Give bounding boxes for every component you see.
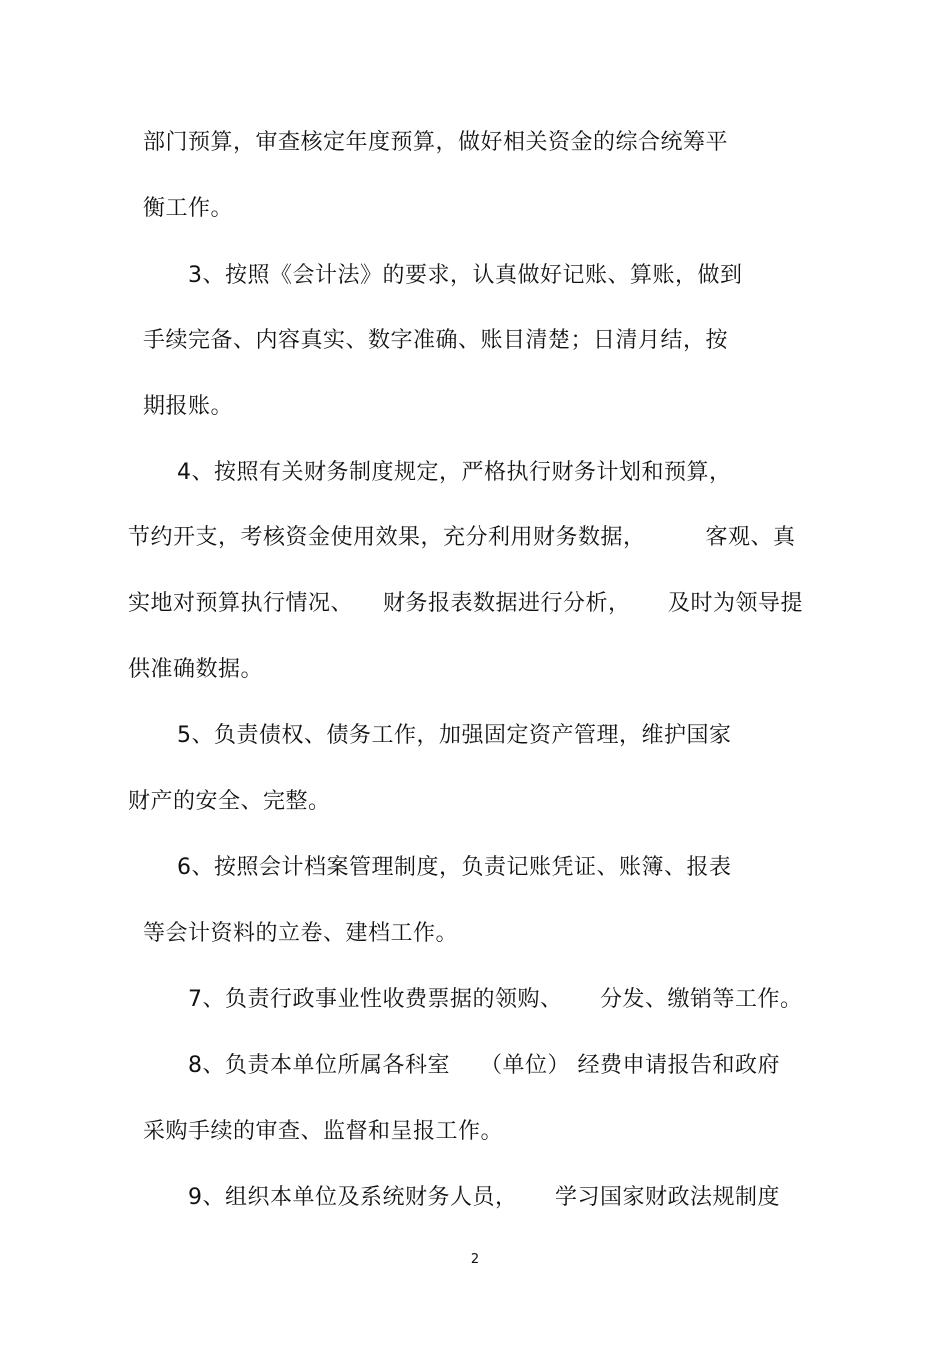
text-line-16: 采购手续的审查、监督和呈报工作。 <box>143 1119 504 1144</box>
text-line-14: 7、负责行政事业性收费票据的领购、 分发、缴销等工作。 <box>188 987 803 1012</box>
text-line-13: 等会计资料的立卷、建档工作。 <box>143 921 459 946</box>
text-line-7: 节约开支，考核资金使用效果，充分利用财务数据， 客观、真 <box>128 525 796 550</box>
text-line-8: 实地对预算执行情况、 财务报表数据进行分析， 及时为领导提 <box>128 591 803 616</box>
text-line-12: 6、按照会计档案管理制度，负责记账凭证、账簿、报表 <box>177 855 732 880</box>
text-line-11: 财产的安全、完整。 <box>128 789 331 814</box>
text-line-6: 4、按照有关财务制度规定，严格执行财务计划和预算， <box>177 460 732 485</box>
text-line-5: 期报账。 <box>143 394 234 419</box>
text-line-4: 手续完备、内容真实、数字准确、账目清楚；日清月结，按 <box>143 328 729 353</box>
page-number: 2 <box>470 1252 480 1267</box>
text-line-3: 3、按照《会计法》的要求，认真做好记账、算账，做到 <box>188 263 743 288</box>
text-line-9: 供准确数据。 <box>128 657 264 682</box>
text-line-15: 8、负责本单位所属各科室 （单位） 经费申请报告和政府 <box>188 1053 780 1078</box>
text-line-2: 衡工作。 <box>143 196 234 221</box>
text-line-1: 部门预算，审查核定年度预算，做好相关资金的综合统筹平 <box>143 130 729 155</box>
text-line-10: 5、负责债权、债务工作，加强固定资产管理，维护国家 <box>177 723 732 748</box>
text-line-17: 9、组织本单位及系统财务人员， 学习国家财政法规制度 <box>188 1185 780 1210</box>
